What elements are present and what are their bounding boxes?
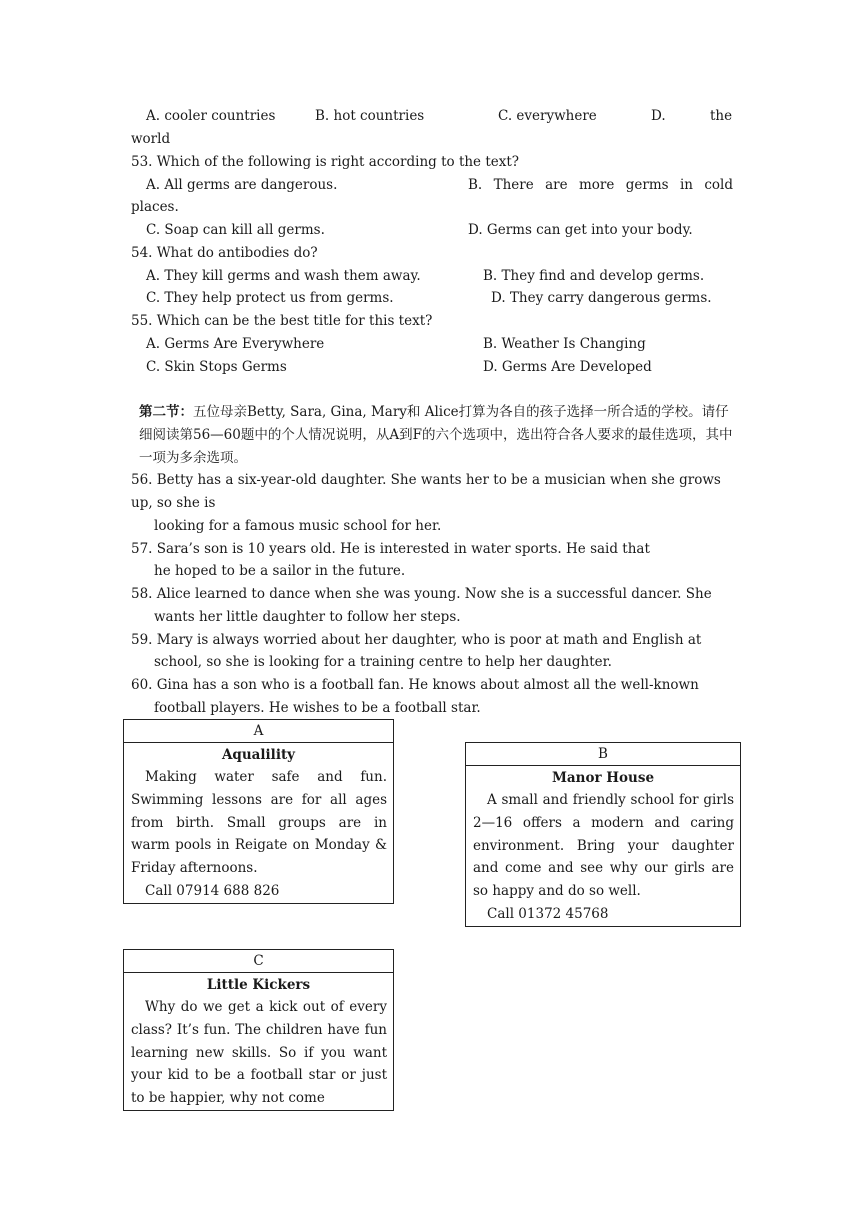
q53-b-word: in xyxy=(679,177,693,193)
q53-option-b-cont: places. xyxy=(131,199,179,215)
q58-line-2: wants her little daughter to follow her steps. xyxy=(154,609,461,625)
box-c-title: Little Kickers xyxy=(206,977,311,993)
q53-b-word: B. xyxy=(468,177,483,193)
box-b-text xyxy=(473,789,734,903)
box-c-body xyxy=(124,996,393,1110)
q52-option-c: C. everywhere xyxy=(498,108,597,124)
q60-line-2: football players. He wishes to be a football star. xyxy=(154,700,481,716)
section-2-label: 第二节： xyxy=(139,404,193,420)
q56-line-2: up, so she is xyxy=(131,495,216,511)
box-a-body xyxy=(124,766,393,903)
q54-stem: 54. What do antibodies do? xyxy=(131,245,318,261)
q52-option-d-label: D. xyxy=(651,108,666,124)
box-b-title: Manor House xyxy=(551,770,655,786)
q52-option-a: A. cooler countries xyxy=(146,108,276,124)
q53-b-word: are xyxy=(545,177,568,193)
q53-option-c: C. Soap can kill all germs. xyxy=(146,222,325,238)
box-b-phone: Call 01372 45768 xyxy=(487,905,609,922)
q53-option-a: A. All germs are dangerous. xyxy=(146,177,338,193)
q58-line-1: 58. Alice learned to dance when she was young. Now she is a successful dancer. She xyxy=(131,586,712,602)
section-2-instructions xyxy=(139,401,734,470)
box-a-phone: Call 07914 688 826 xyxy=(145,882,280,899)
option-box-b xyxy=(465,742,741,927)
q56-line-1: 56. Betty has a six-year-old daughter. She wants her to be a musician when she grows xyxy=(131,472,721,488)
q53-b-word: germs xyxy=(625,177,669,193)
q53-b-word: more xyxy=(578,177,615,193)
q54-option-a: A. They kill germs and wash them away. xyxy=(146,268,421,284)
q55-stem: 55. Which can be the best title for this text? xyxy=(131,313,433,329)
q57-line-1: 57. Sara’s son is 10 years old. He is interested in water sports. He said that xyxy=(131,541,650,557)
q56-line-3: looking for a famous music school for her. xyxy=(154,518,442,534)
box-a-title: Aqualility xyxy=(221,747,296,763)
box-a-letter: A xyxy=(124,720,393,743)
box-b-description: A small and friendly school for girls 2—16 offers a modern and caring environment. Bring your daughter and come and see why our girls are so happy and do so well. xyxy=(473,792,734,900)
q53-b-word: There xyxy=(493,177,534,193)
box-a-description: Making water safe and fun. Swimming lessons are for all ages from birth. Small groups are in warm pools in Reigate on Monday & Friday afternoons. xyxy=(131,769,387,877)
q59-line-2: school, so she is looking for a training centre to help her daughter. xyxy=(154,654,612,670)
q55-option-b: B. Weather Is Changing xyxy=(483,336,646,352)
box-b-letter: B xyxy=(466,743,740,766)
q55-option-d: D. Germs Are Developed xyxy=(483,359,652,375)
q54-option-c: C. They help protect us from germs. xyxy=(146,290,394,306)
box-c-text xyxy=(131,996,387,1110)
q53-option-d: D. Germs can get into your body. xyxy=(468,222,693,238)
section-2-intro-text: 五位母亲Betty, Sara, Gina, Mary和 Alice打算为各自的孩子选择一所合适的学校。请仔细阅读第56—60题中的个人情况说明，从A到F的六个选项中，选出符合各人要求的最佳选项，其中一项为多余选项。 xyxy=(139,404,733,466)
q60-line-1: 60. Gina has a son who is a football fan. He knows about almost all the well-known xyxy=(131,677,699,693)
q53-stem: 53. Which of the following is right according to the text? xyxy=(131,154,520,170)
box-b-body xyxy=(466,789,740,926)
q57-line-2: he hoped to be a sailor in the future. xyxy=(154,563,406,579)
q54-option-d: D. They carry dangerous germs. xyxy=(491,290,712,306)
q52-option-d-cont: world xyxy=(131,131,171,147)
q55-option-a: A. Germs Are Everywhere xyxy=(146,336,325,352)
q53-option-b xyxy=(468,175,733,195)
option-box-c xyxy=(123,949,394,1111)
q53-b-word: cold xyxy=(704,177,733,193)
box-a-text xyxy=(131,766,387,880)
box-c-description: Why do we get a kick out of every class? It’s fun. The children have fun learning new skills. So if you want your kid to be a football star or just to be happier, why not come xyxy=(131,999,387,1107)
q52-option-b: B. hot countries xyxy=(315,108,425,124)
q52-option-d-text: the xyxy=(710,108,733,124)
q59-line-1: 59. Mary is always worried about her daughter, who is poor at math and English at xyxy=(131,632,702,648)
box-c-letter: C xyxy=(124,950,393,973)
q54-option-b: B. They find and develop germs. xyxy=(483,268,705,284)
option-box-a xyxy=(123,719,394,904)
q55-option-c: C. Skin Stops Germs xyxy=(146,359,287,375)
